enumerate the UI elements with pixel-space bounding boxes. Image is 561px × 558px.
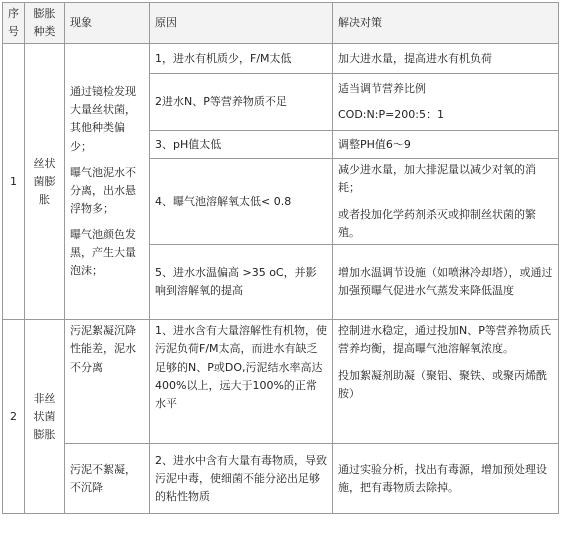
cause-cell: 4、曝气池溶解氧太低< 0.8	[150, 159, 333, 245]
solution-cell	[333, 44, 559, 74]
phenomenon-cell: 污泥絮凝沉降性能差，泥水不分离	[65, 320, 150, 444]
group1-type: 丝状菌膨胀	[25, 44, 65, 320]
solution-cell	[333, 159, 559, 245]
group1-phenomenon	[65, 44, 150, 320]
group1-phenomenon-line: 曝气池泥水不分离，出水悬浮物多；	[70, 165, 136, 215]
group1-seq: 1	[3, 44, 25, 320]
solution-text: 加大进水量，提高进水有机负荷	[338, 51, 492, 65]
table-header-row	[3, 3, 559, 44]
header-type: 膨胀种类	[25, 3, 65, 44]
header-phenomenon: 现象	[65, 3, 150, 44]
solution-text: 控制进水稳定，通过投加N、P等营养物质氏营养均衡，提高曝气池溶解氧浓度。	[338, 324, 551, 356]
cause-cell: 1、进水含有大量溶解性有机物，使污泥负荷F/M太高，而进水有缺乏足够的N、P或DO,污泥结水率高达400%以上，远大于100%的正常水平	[150, 320, 333, 444]
cause-cell: 3、pH值太低	[150, 131, 333, 159]
solution-text: 通过实验分析，找出有毒源，增加预处理设施，把有毒物质去除掉。	[338, 462, 547, 494]
solution-text: 或者投加化学药剂杀灭或抑制丝状菌的繁殖。	[338, 207, 536, 239]
cause-cell: 2进水N、P等营养物质不足	[150, 74, 333, 131]
sludge-bulking-table	[2, 2, 559, 514]
group1-phenomenon-line: 曝气池颜色发黑，产生大量泡沫；	[70, 228, 136, 278]
solution-text: 增加水温调节设施（如喷淋冷却塔），或通过加强预曝气促进水气蒸发来降低温度	[338, 266, 553, 298]
cause-cell: 1，进水有机质少，F/M太低	[150, 44, 333, 74]
group2-seq: 2	[3, 320, 25, 514]
solution-cell	[333, 444, 559, 514]
cause-cell: 2、进水中含有大量有毒物质，导致污泥中毒，使细菌不能分泌出足够的粘性物质	[150, 444, 333, 514]
cause-cell: 5、进水水温偏高 >35 oC，并影响到溶解氧的提高	[150, 245, 333, 320]
group1-phenomenon-line: 通过镜检发现大量丝状菌，其他种类偏少；	[70, 85, 136, 153]
solution-cell	[333, 74, 559, 131]
header-seq: 序号	[3, 3, 25, 44]
solution-cell	[333, 245, 559, 320]
solution-text: 适当调节营养比例	[338, 82, 426, 96]
header-cause: 原因	[150, 3, 333, 44]
group2-type: 非丝状菌膨胀	[25, 320, 65, 514]
solution-cell	[333, 320, 559, 444]
solution-text: 调整PH值6～9	[338, 137, 411, 151]
table-row	[3, 320, 559, 444]
solution-text: 减少进水量，加大排泥量以减少对氧的消耗；	[338, 163, 536, 195]
table-row	[3, 44, 559, 74]
solution-text: 投加絮凝剂助凝（聚铝、聚铁、或聚丙烯酰胺）	[338, 368, 547, 400]
solution-text: COD:N:P=200:5：1	[338, 108, 444, 122]
phenomenon-cell: 污泥不絮凝，不沉降	[65, 444, 150, 514]
solution-cell	[333, 131, 559, 159]
header-solution: 解决对策	[333, 3, 559, 44]
table-row	[3, 444, 559, 514]
